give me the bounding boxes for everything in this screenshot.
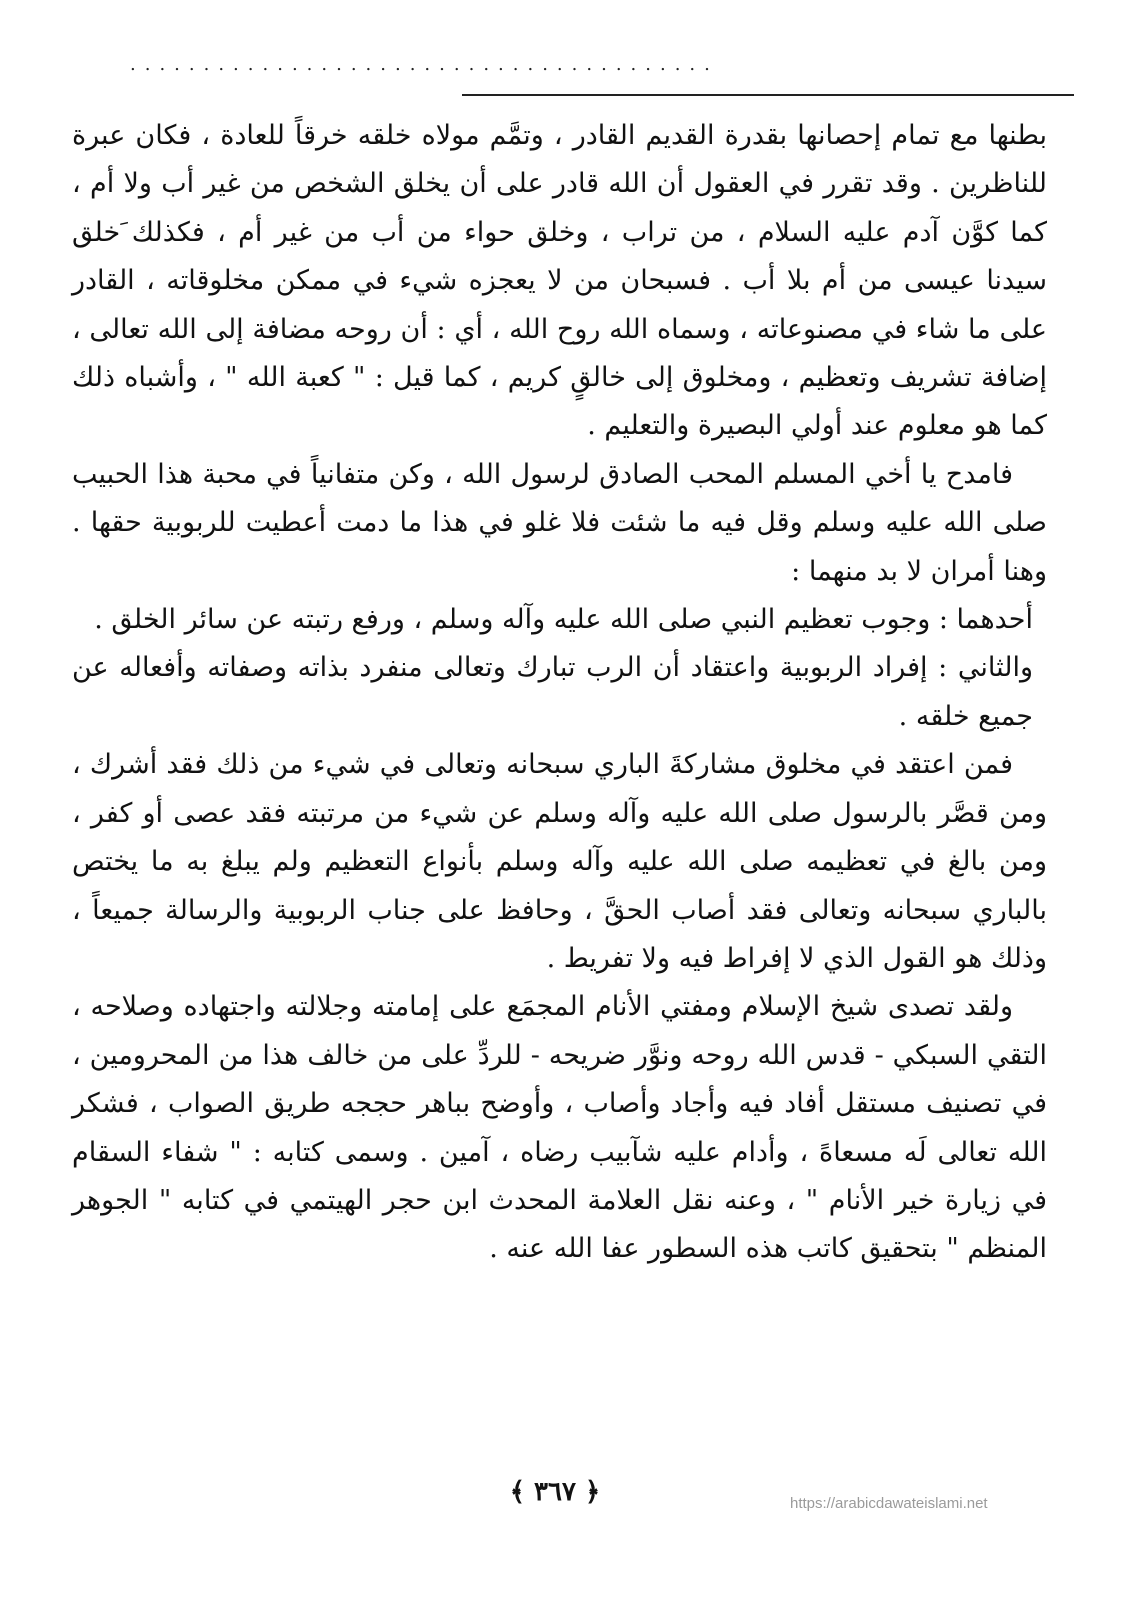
- paragraph: فمن اعتقد في مخلوق مشاركةَ الباري سبحانه وتعالى في شيء من ذلك فقد أشرك ، ومن قصَّر بالرسول صلى الله عليه وآله وسلم عن شيء من مرتبته فقد عصى أو كفر ، ومن بالغ في تعظيمه صلى الله عليه وآله وسلم بأنواع التعظيم ولم يبلغ به ما يختص بالباري سبحانه وتعالى فقد أصاب الحقَّ ، وحافظ على جناب الربوبية والرسالة جميعاً ، وذلك هو القول الذي لا إفراط فيه ولا تفريط .: [72, 749, 1047, 974]
- paragraph: فامدح يا أخي المسلم المحب الصادق لرسول الله ، وكن متفانياً في محبة هذا الحبيب صلى الله عليه وسلم وقل فيه ما شئت فلا غلو في هذا ما دمت أعطيت للربوبية حقها . وهنا أمران لا بد منهما :: [72, 458, 1047, 587]
- header-dotted-line: ........................................: [130, 58, 719, 72]
- paragraph: أحدهما : وجوب تعظيم النبي صلى الله عليه وآله وسلم ، ورفع رتبته عن سائر الخلق .: [94, 604, 1033, 636]
- watermark-url: https://arabicdawateislami.net: [790, 1495, 988, 1512]
- header-rule: [462, 94, 1074, 96]
- page-number: ﴿ ٣٦٧ ﴾: [509, 1477, 601, 1507]
- paragraph: ولقد تصدى شيخ الإسلام ومفتي الأنام المجمَع على إمامته وجلالته واجتهاده وصلاحه ، التقي السبكي - قدس الله روحه ونوَّر ضريحه - للردِّ على من خالف هذا من المحرومين ، في تصنيف مستقل أفاد فيه وأجاد وأصاب ، وأوضح بباهر حججه طريق الصواب ، فشكر الله تعالى لَه مسعاهً ، وأدام عليه شآبيب رضاه ، آمين . وسمى كتابه : " شفاء السقام في زيارة خير الأنام " ، وعنه نقل العلامة المحدث ابن حجر الهيتمي في كتابه " الجوهر المنظم " بتحقيق كاتب هذه السطور عفا الله عنه .: [72, 991, 1047, 1265]
- page-body: [72, 112, 1047, 1274]
- paragraph: بطنها مع تمام إحصانها بقدرة القديم القادر ، وتمَّم مولاه خلقه خرقاً للعادة ، فكان عبرة للناظرين . وقد تقرر في العقول أن الله قادر على أن يخلق الشخص من غير أب ولا أم ، كما كوَّن آدم عليه السلام ، من تراب ، وخلق حواء من أب من غير أم ، فكذلك َخلق سيدنا عيسى من أم بلا أب . فسبحان من لا يعجزه شيء في ممكن مخلوقاته ، القادر على ما شاء في مصنوعاته ، وسماه الله روح الله ، أي : أن روحه مضافة إلى الله تعالى ، إضافة تشريف وتعظيم ، ومخلوق إلى خالقٍ كريم ، كما قيل : " كعبة الله " ، وأشباه ذلك كما هو معلوم عند أولي البصيرة والتعليم .: [72, 120, 1047, 442]
- paragraph: والثاني : إفراد الربوبية واعتقاد أن الرب تبارك وتعالى منفرد بذاته وصفاته وأفعاله عن جميع خلقه .: [72, 652, 1033, 732]
